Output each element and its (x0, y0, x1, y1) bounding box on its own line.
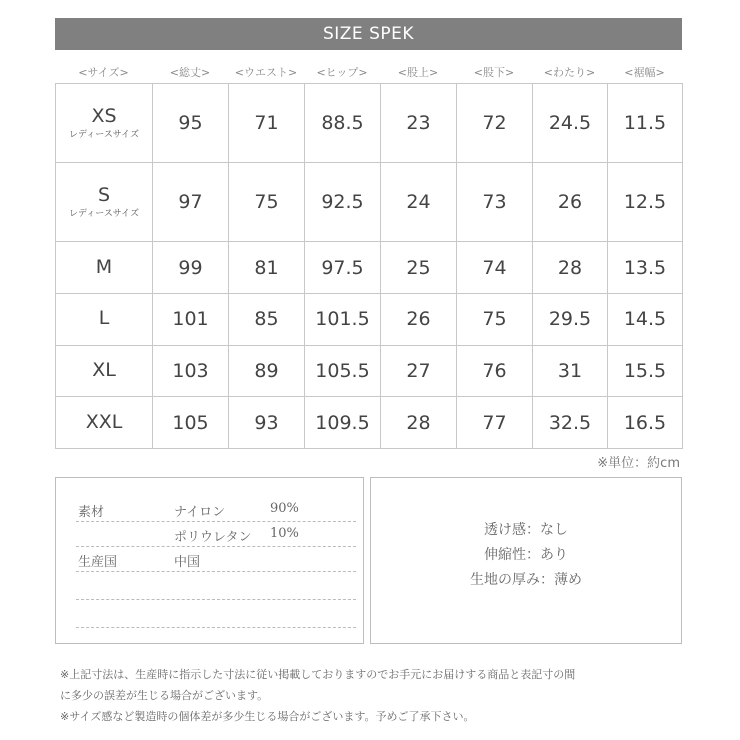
size-note: レディースサイズ (69, 129, 139, 140)
value-cell: 15.5 (608, 345, 683, 397)
header-waist: <ウエスト> (234, 66, 298, 79)
material-row (76, 521, 356, 547)
fabric-feel-box (370, 477, 682, 644)
note-line: ※サイズ感など製造時の個体差が多少生じる場合がございます。予めご了承下さい。 (60, 710, 475, 723)
value-cell: 72 (457, 84, 533, 163)
value-cell: 103 (153, 345, 229, 397)
size-label: XL (92, 358, 116, 381)
value-cell: 32.5 (533, 397, 608, 449)
note-line: ※上記寸法は、生産時に指示した寸法に従い掲載しておりますのでお手元にお届けする商品と表記寸の間 (60, 668, 576, 681)
disclaimer-notes (60, 664, 680, 727)
value-cell: 99 (153, 242, 229, 294)
table-row (56, 242, 683, 294)
value-cell: 16.5 (608, 397, 683, 449)
size-label: XXL (85, 410, 123, 433)
value-cell: 97.5 (305, 242, 381, 294)
value-cell: 73 (457, 163, 533, 242)
value-cell: 89 (229, 345, 305, 397)
value-cell: 23 (381, 84, 457, 163)
size-cell (56, 293, 153, 345)
material-box (55, 477, 364, 644)
header-hip: <ヒップ> (316, 66, 368, 79)
fabric-feel-list (470, 518, 582, 593)
value-cell: 75 (457, 293, 533, 345)
value-cell: 101 (153, 293, 229, 345)
header-hem-width: <裾幅> (624, 66, 665, 79)
table-row (56, 293, 683, 345)
origin-label: 生産国 (78, 555, 118, 570)
note-line: に多少の誤差が生じる場合がございます。 (60, 689, 269, 702)
size-cell (56, 397, 153, 449)
value-cell: 24.5 (533, 84, 608, 163)
page-title: SIZE SPEK (322, 24, 415, 44)
header-length: <総丈> (169, 66, 211, 79)
value-cell: 97 (153, 163, 229, 242)
table-row (56, 163, 683, 242)
value-cell: 81 (229, 242, 305, 294)
value-cell: 25 (381, 242, 457, 294)
value-cell: 93 (229, 397, 305, 449)
material-pct: 10% (270, 526, 299, 541)
size-cell (56, 163, 153, 242)
table-row (56, 397, 683, 449)
thickness-text: 生地の厚み：薄め (470, 572, 582, 588)
value-cell: 29.5 (533, 293, 608, 345)
origin-value: 中国 (174, 555, 201, 570)
value-cell: 31 (533, 345, 608, 397)
value-cell: 27 (381, 345, 457, 397)
value-cell: 105.5 (305, 345, 381, 397)
value-cell: 109.5 (305, 397, 381, 449)
value-cell: 12.5 (608, 163, 683, 242)
value-cell: 95 (153, 84, 229, 163)
value-cell: 28 (533, 242, 608, 294)
value-cell: 76 (457, 345, 533, 397)
value-cell: 14.5 (608, 293, 683, 345)
size-cell (56, 242, 153, 294)
material-name: ポリウレタン (174, 530, 252, 545)
value-cell: 105 (153, 397, 229, 449)
value-cell: 28 (381, 397, 457, 449)
value-cell: 71 (229, 84, 305, 163)
size-spec-banner (55, 18, 682, 50)
size-label: L (98, 307, 110, 330)
empty-row (76, 574, 356, 600)
size-label: M (95, 255, 113, 278)
size-label: S (97, 184, 111, 207)
size-table (55, 83, 683, 449)
origin-row (76, 546, 356, 572)
size-label: XS (91, 104, 117, 127)
size-cell (56, 345, 153, 397)
header-size: <サイズ> (78, 66, 129, 79)
material-row (76, 496, 356, 522)
size-note: レディースサイズ (69, 208, 139, 219)
size-cell (56, 84, 153, 163)
value-cell: 74 (457, 242, 533, 294)
value-cell: 92.5 (305, 163, 381, 242)
value-cell: 24 (381, 163, 457, 242)
header-rise: <股上> (397, 66, 439, 79)
value-cell: 13.5 (608, 242, 683, 294)
material-pct: 90% (270, 501, 299, 516)
table-row (56, 345, 683, 397)
size-table-header (55, 62, 682, 82)
value-cell: 26 (533, 163, 608, 242)
value-cell: 101.5 (305, 293, 381, 345)
value-cell: 26 (381, 293, 457, 345)
value-cell: 85 (229, 293, 305, 345)
material-name: ナイロン (174, 505, 226, 520)
empty-row (76, 602, 356, 628)
header-inseam: <股下> (473, 66, 515, 79)
material-label: 素材 (78, 505, 105, 520)
unit-note: ※単位：約cm (597, 456, 680, 471)
value-cell: 75 (229, 163, 305, 242)
stretch-text: 伸縮性：あり (484, 547, 568, 563)
value-cell: 88.5 (305, 84, 381, 163)
transparency-text: 透け感：なし (484, 522, 568, 538)
value-cell: 11.5 (608, 84, 683, 163)
header-thigh: <わたり> (543, 66, 596, 79)
value-cell: 77 (457, 397, 533, 449)
table-row (56, 84, 683, 163)
